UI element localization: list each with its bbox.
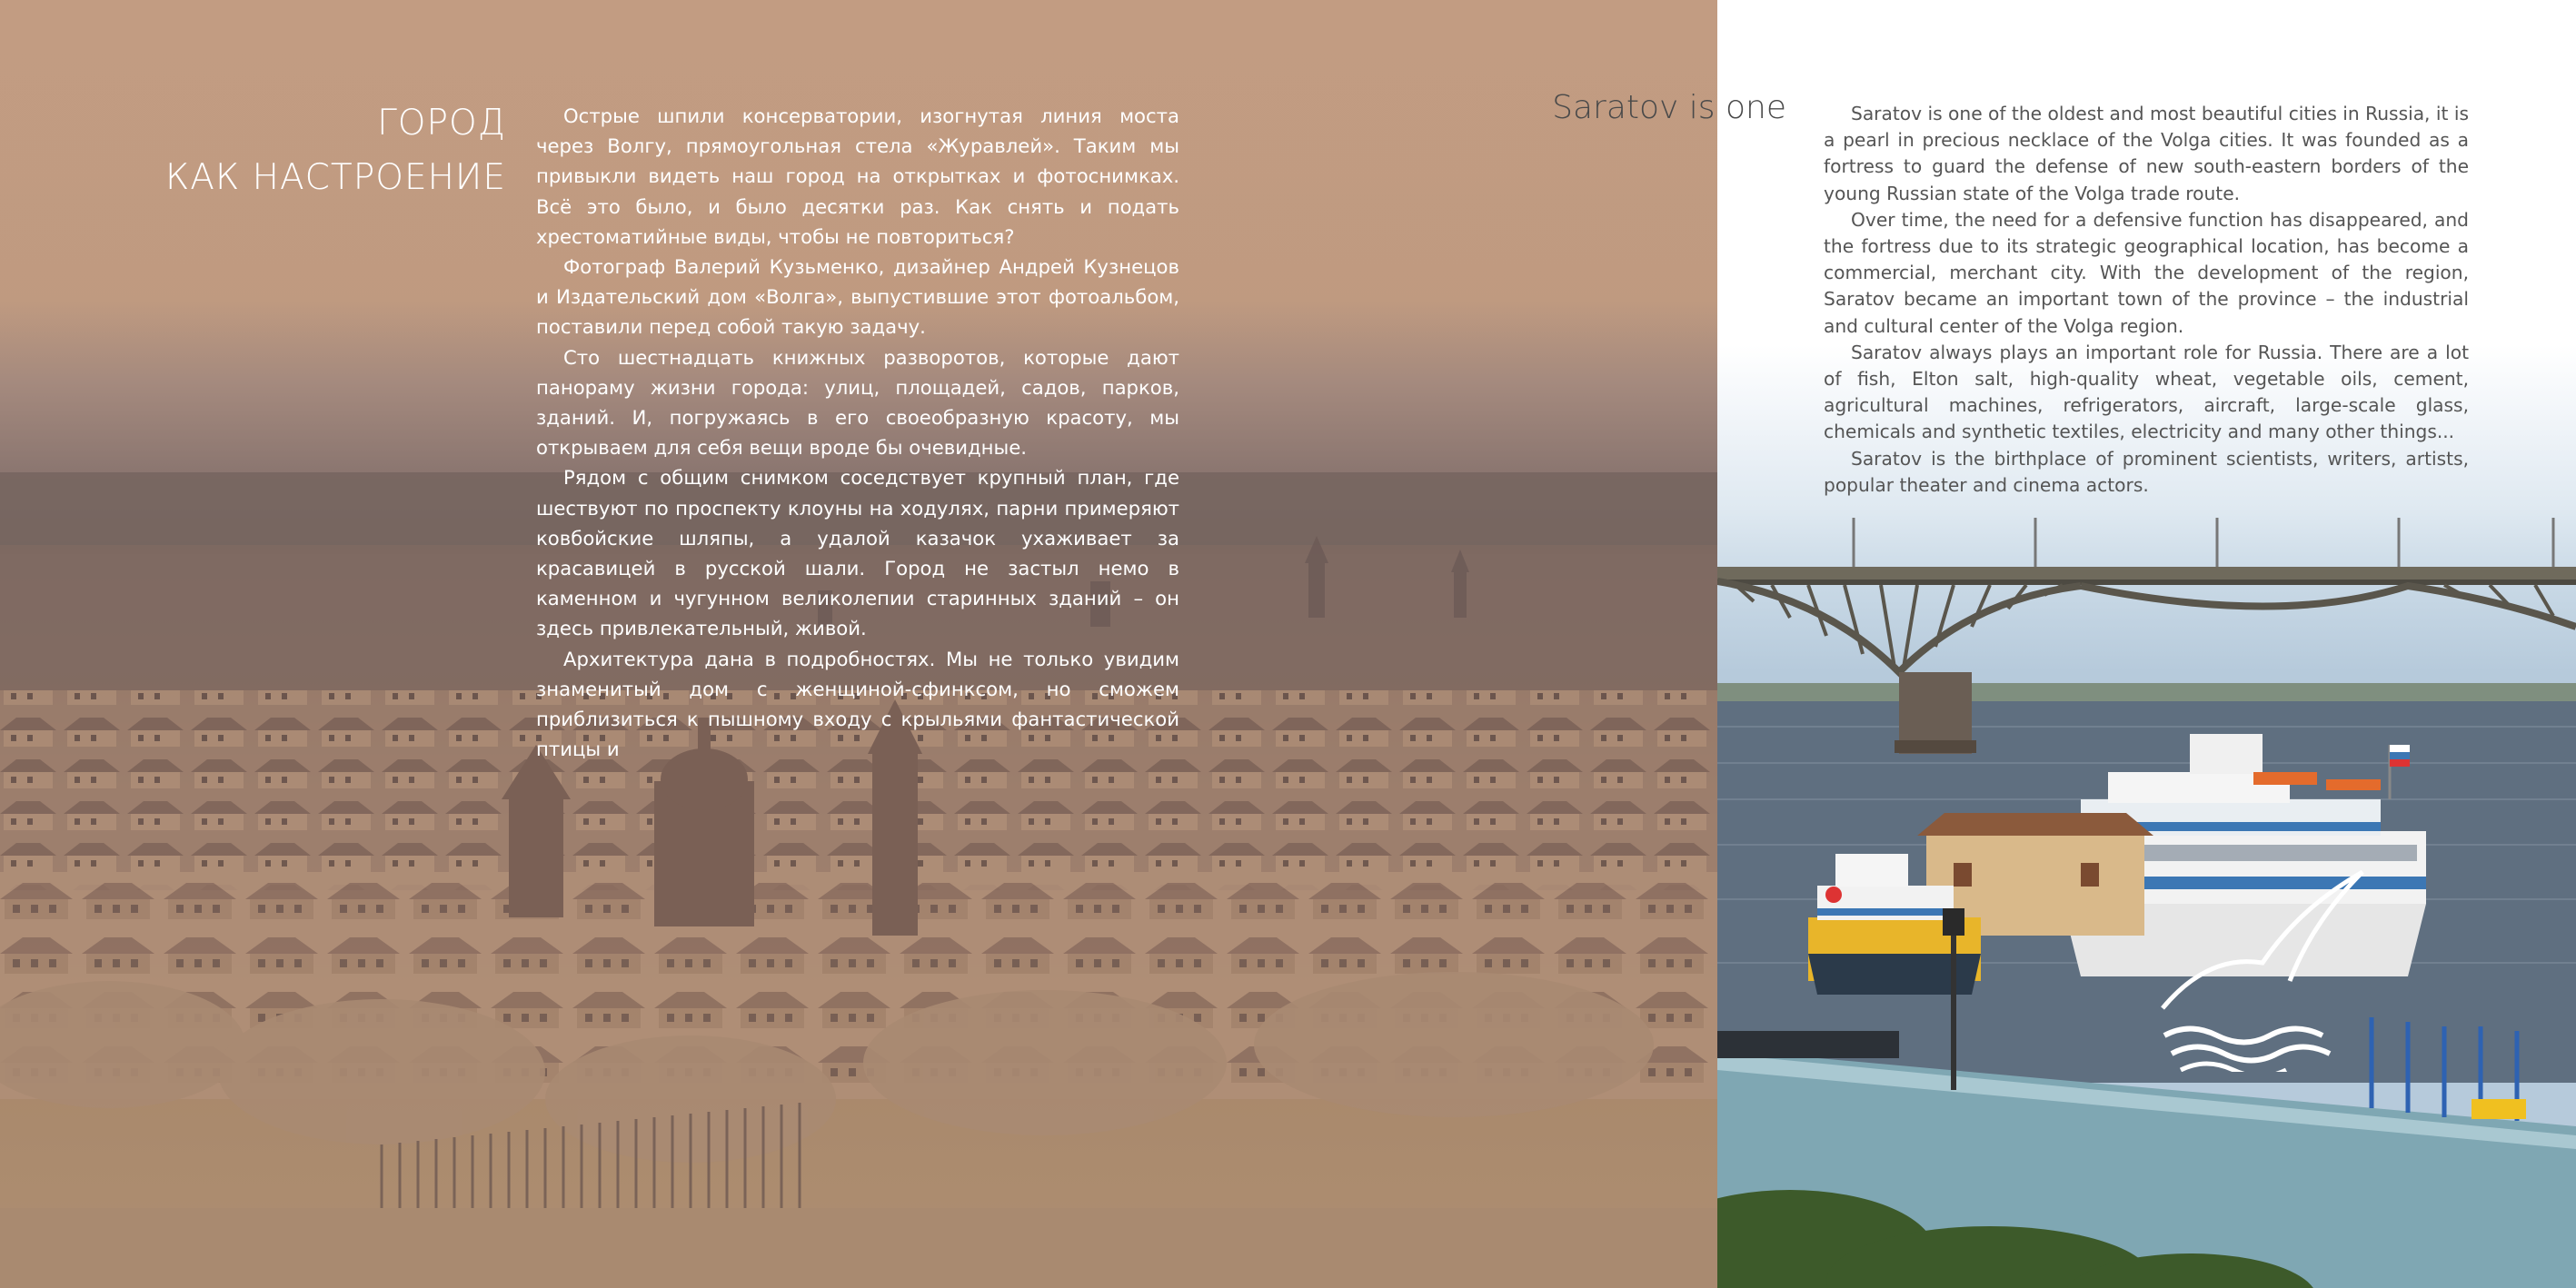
- bird-waves-logo-icon: [2153, 854, 2372, 1072]
- english-paragraph-1: Saratov is one of the oldest and most beautiful cities in Russia, it is a pearl in precious necklace of the Volga cities. It was founded as a fortress to guard the defense of new south-eastern borders of the young Russian state of the Volga trade route.: [1824, 103, 2469, 204]
- english-title: Saratov is one: [1552, 89, 1786, 126]
- english-body-text: [1824, 101, 2469, 499]
- russian-paragraph-2: Фотограф Валерий Кузьменко, дизайнер Андрей Кузнецов и Издательский дом «Волга», выпустившие этот фотоальбом, поставили перед собой такую задачу.: [536, 255, 1179, 339]
- russian-title-line-1: ГОРОД: [377, 103, 506, 144]
- russian-paragraph-1: Острые шпили консерватории, изогнутая линия моста через Волгу, прямоугольная стела «Журавлей». Таким мы привыкли видеть наш город на открытках и фотоснимках. Всё это было, и было десятки раз. Как снять и подать хрестоматийные виды, чтобы не повториться?: [536, 104, 1179, 248]
- english-paragraph-4: Saratov is the birthplace of prominent scientists, writers, artists, popular theater and cinema actors.: [1824, 447, 2469, 496]
- russian-paragraph-5: Архитектура дана в подробностях. Мы не только увидим знаменитый дом с женщиной-сфинксом, но сможем приблизиться к пышному входу с крыльями фантастической птицы и: [536, 647, 1179, 761]
- russian-title: [165, 96, 506, 205]
- russian-body-text: [536, 101, 1179, 764]
- russian-paragraph-3: Сто шестнадцать книжных разворотов, которые дают панораму жизни города: улиц, площадей, садов, парков, зданий. И, погружаясь в его своеобразную красоту, мы открываем для себя вещи вроде бы очевидные.: [536, 345, 1179, 460]
- english-paragraph-3: Saratov always plays an important role for Russia. There are a lot of fish, Elton salt, high-quality wheat, vegetable oils, cement, agricultural machines, refrigerators, aircraft, large-scale glass, chemicals and synthetic textiles, electricity and many other things...: [1824, 341, 2469, 443]
- russian-title-line-2: КАК НАСТРОЕНИЕ: [165, 157, 506, 198]
- russian-paragraph-4: Рядом с общим снимком соседствует крупный план, где шествуют по проспекту клоуны на ходулях, парни примеряют ковбойские шляпы, а удалой казачок ухаживает за красавицей в русской шали. Город не застыл немо в каменном и чугунном великолепии старинных зданий – он здесь привлекательный, живой.: [536, 466, 1179, 640]
- english-paragraph-2: Over time, the need for a defensive function has disappeared, and the fortress due to its strategic geographical location, has become a commercial, merchant city. With the development of the region, Saratov became an important town of the province – the industrial and cultural center of the Volga region.: [1824, 208, 2469, 337]
